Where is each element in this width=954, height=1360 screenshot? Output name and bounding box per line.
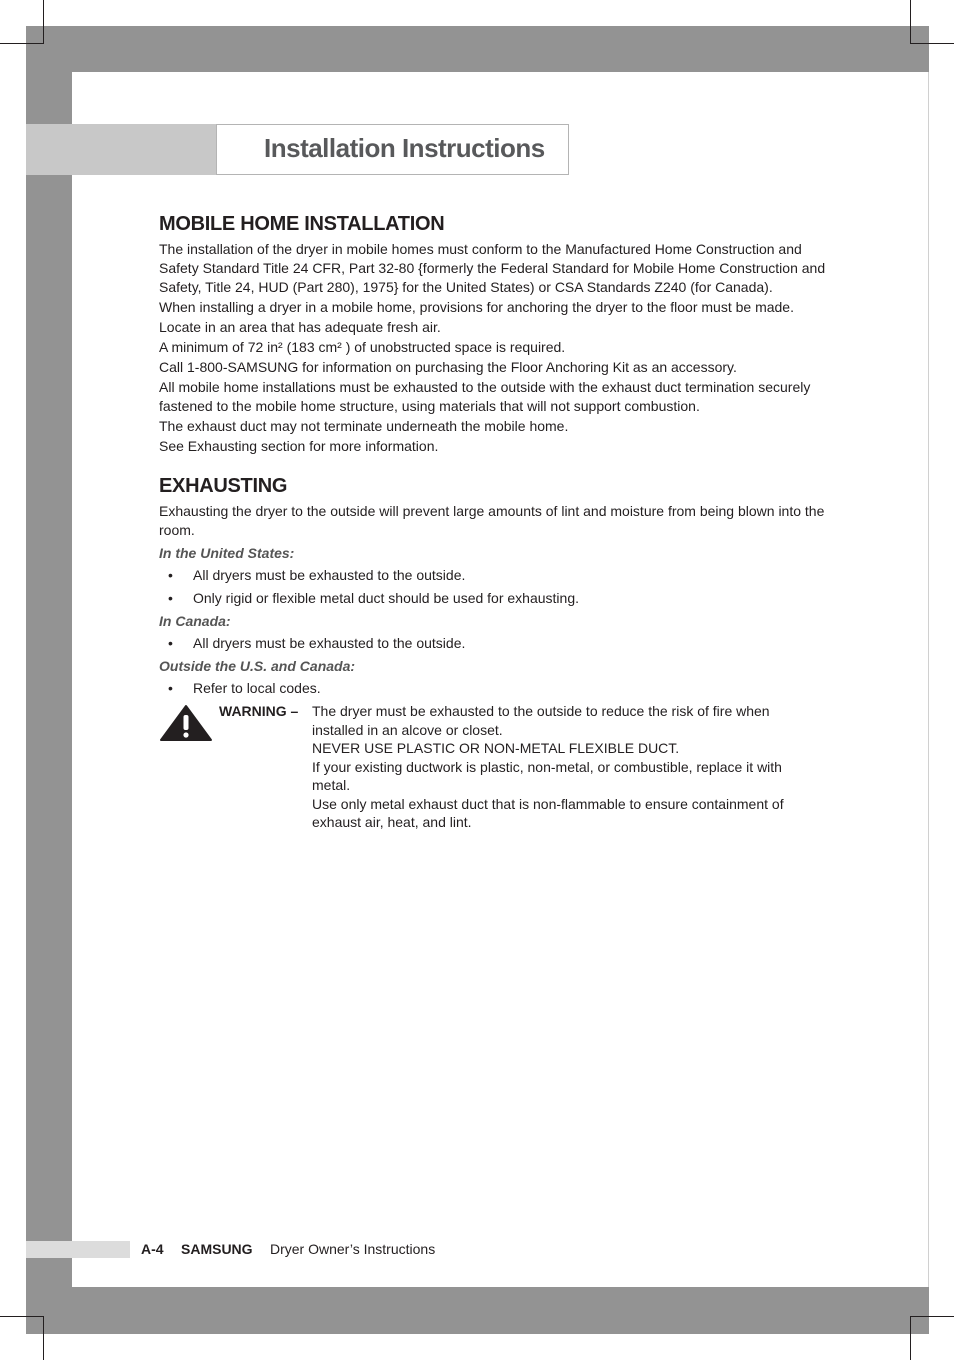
crop-mark	[43, 1316, 44, 1360]
footer-brand: SAMSUNG	[181, 1241, 253, 1257]
header-strip	[26, 124, 216, 175]
page-frame-bottom	[26, 1287, 929, 1334]
paragraph: When installing a dryer in a mobile home, provisions for anchoring the dryer to the floor must be made.	[159, 299, 794, 315]
outside-list	[159, 679, 829, 698]
crop-mark	[43, 0, 44, 44]
us-list	[159, 566, 829, 608]
crop-mark	[910, 1316, 911, 1360]
list-item: • Refer to local codes.	[159, 679, 829, 698]
paragraph: See Exhausting section for more information.	[159, 438, 439, 454]
page-edge-line	[928, 72, 929, 1287]
exhausting-heading: EXHAUSTING	[159, 475, 288, 497]
list-item: • Only rigid or flexible metal duct should be used for exhausting.	[159, 589, 829, 608]
crop-mark	[910, 0, 911, 44]
us-subheading: In the United States:	[159, 545, 295, 561]
list-item: • All dryers must be exhausted to the outside.	[159, 634, 829, 653]
crop-mark	[0, 43, 44, 44]
warning-line: The dryer must be exhausted to the outside to reduce the risk of fire when installed in an alcove or closet.	[312, 703, 770, 738]
warning-triangle-icon	[159, 704, 213, 742]
crop-mark	[910, 1316, 954, 1317]
paragraph: The installation of the dryer in mobile homes must conform to the Manufactured Home Construction and Safety Standard Title 24 CFR, Part 32-80 {formerly the Federal Standard for Mobile Home Construction and Safety, Title 24, HUD (Part 280), 1975} for the United States) or CSA Standards Z240 (for Canada).	[159, 241, 826, 295]
footer-text: Dryer Owner’s Instructions	[270, 1241, 436, 1257]
warning-text	[312, 702, 812, 832]
paragraph: Locate in an area that has adequate fresh air.	[159, 319, 441, 335]
outside-subheading: Outside the U.S. and Canada:	[159, 658, 356, 674]
footer-bar	[26, 1241, 130, 1258]
paragraph: The exhaust duct may not terminate underneath the mobile home.	[159, 418, 569, 434]
page-frame-top	[26, 26, 929, 72]
page-frame-left	[26, 26, 72, 1334]
canada-list	[159, 634, 829, 653]
canada-subheading: In Canada:	[159, 613, 231, 629]
warning-block	[159, 702, 829, 832]
warning-line: NEVER USE PLASTIC OR NON-METAL FLEXIBLE DUCT.	[312, 740, 680, 756]
warning-line: Use only metal exhaust duct that is non-flammable to ensure containment of exhaust air, heat, and lint.	[312, 795, 784, 830]
paragraph: All mobile home installations must be exhausted to the outside with the exhaust duct termination securely fastened to the mobile home structure, using materials that will not support combustion.	[159, 379, 811, 414]
paragraph: A minimum of 72 in² (183 cm² ) of unobstructed space is required.	[159, 339, 566, 355]
page-title: Installation Instructions	[264, 133, 545, 163]
paragraph: Exhausting the dryer to the outside will prevent large amounts of lint and moisture from being blown into the room.	[159, 503, 825, 538]
crop-mark	[0, 1316, 44, 1317]
page-number: A-4	[141, 1241, 164, 1257]
list-item: • All dryers must be exhausted to the outside.	[159, 566, 829, 585]
mobile-home-heading: MOBILE HOME INSTALLATION	[159, 213, 445, 235]
crop-mark	[910, 43, 954, 44]
warning-label: WARNING –	[219, 703, 299, 719]
paragraph: Call 1-800-SAMSUNG for information on purchasing the Floor Anchoring Kit as an accessory.	[159, 359, 737, 375]
warning-line: If your existing ductwork is plastic, non-metal, or combustible, replace it with metal.	[312, 758, 782, 793]
main-content	[159, 212, 829, 832]
